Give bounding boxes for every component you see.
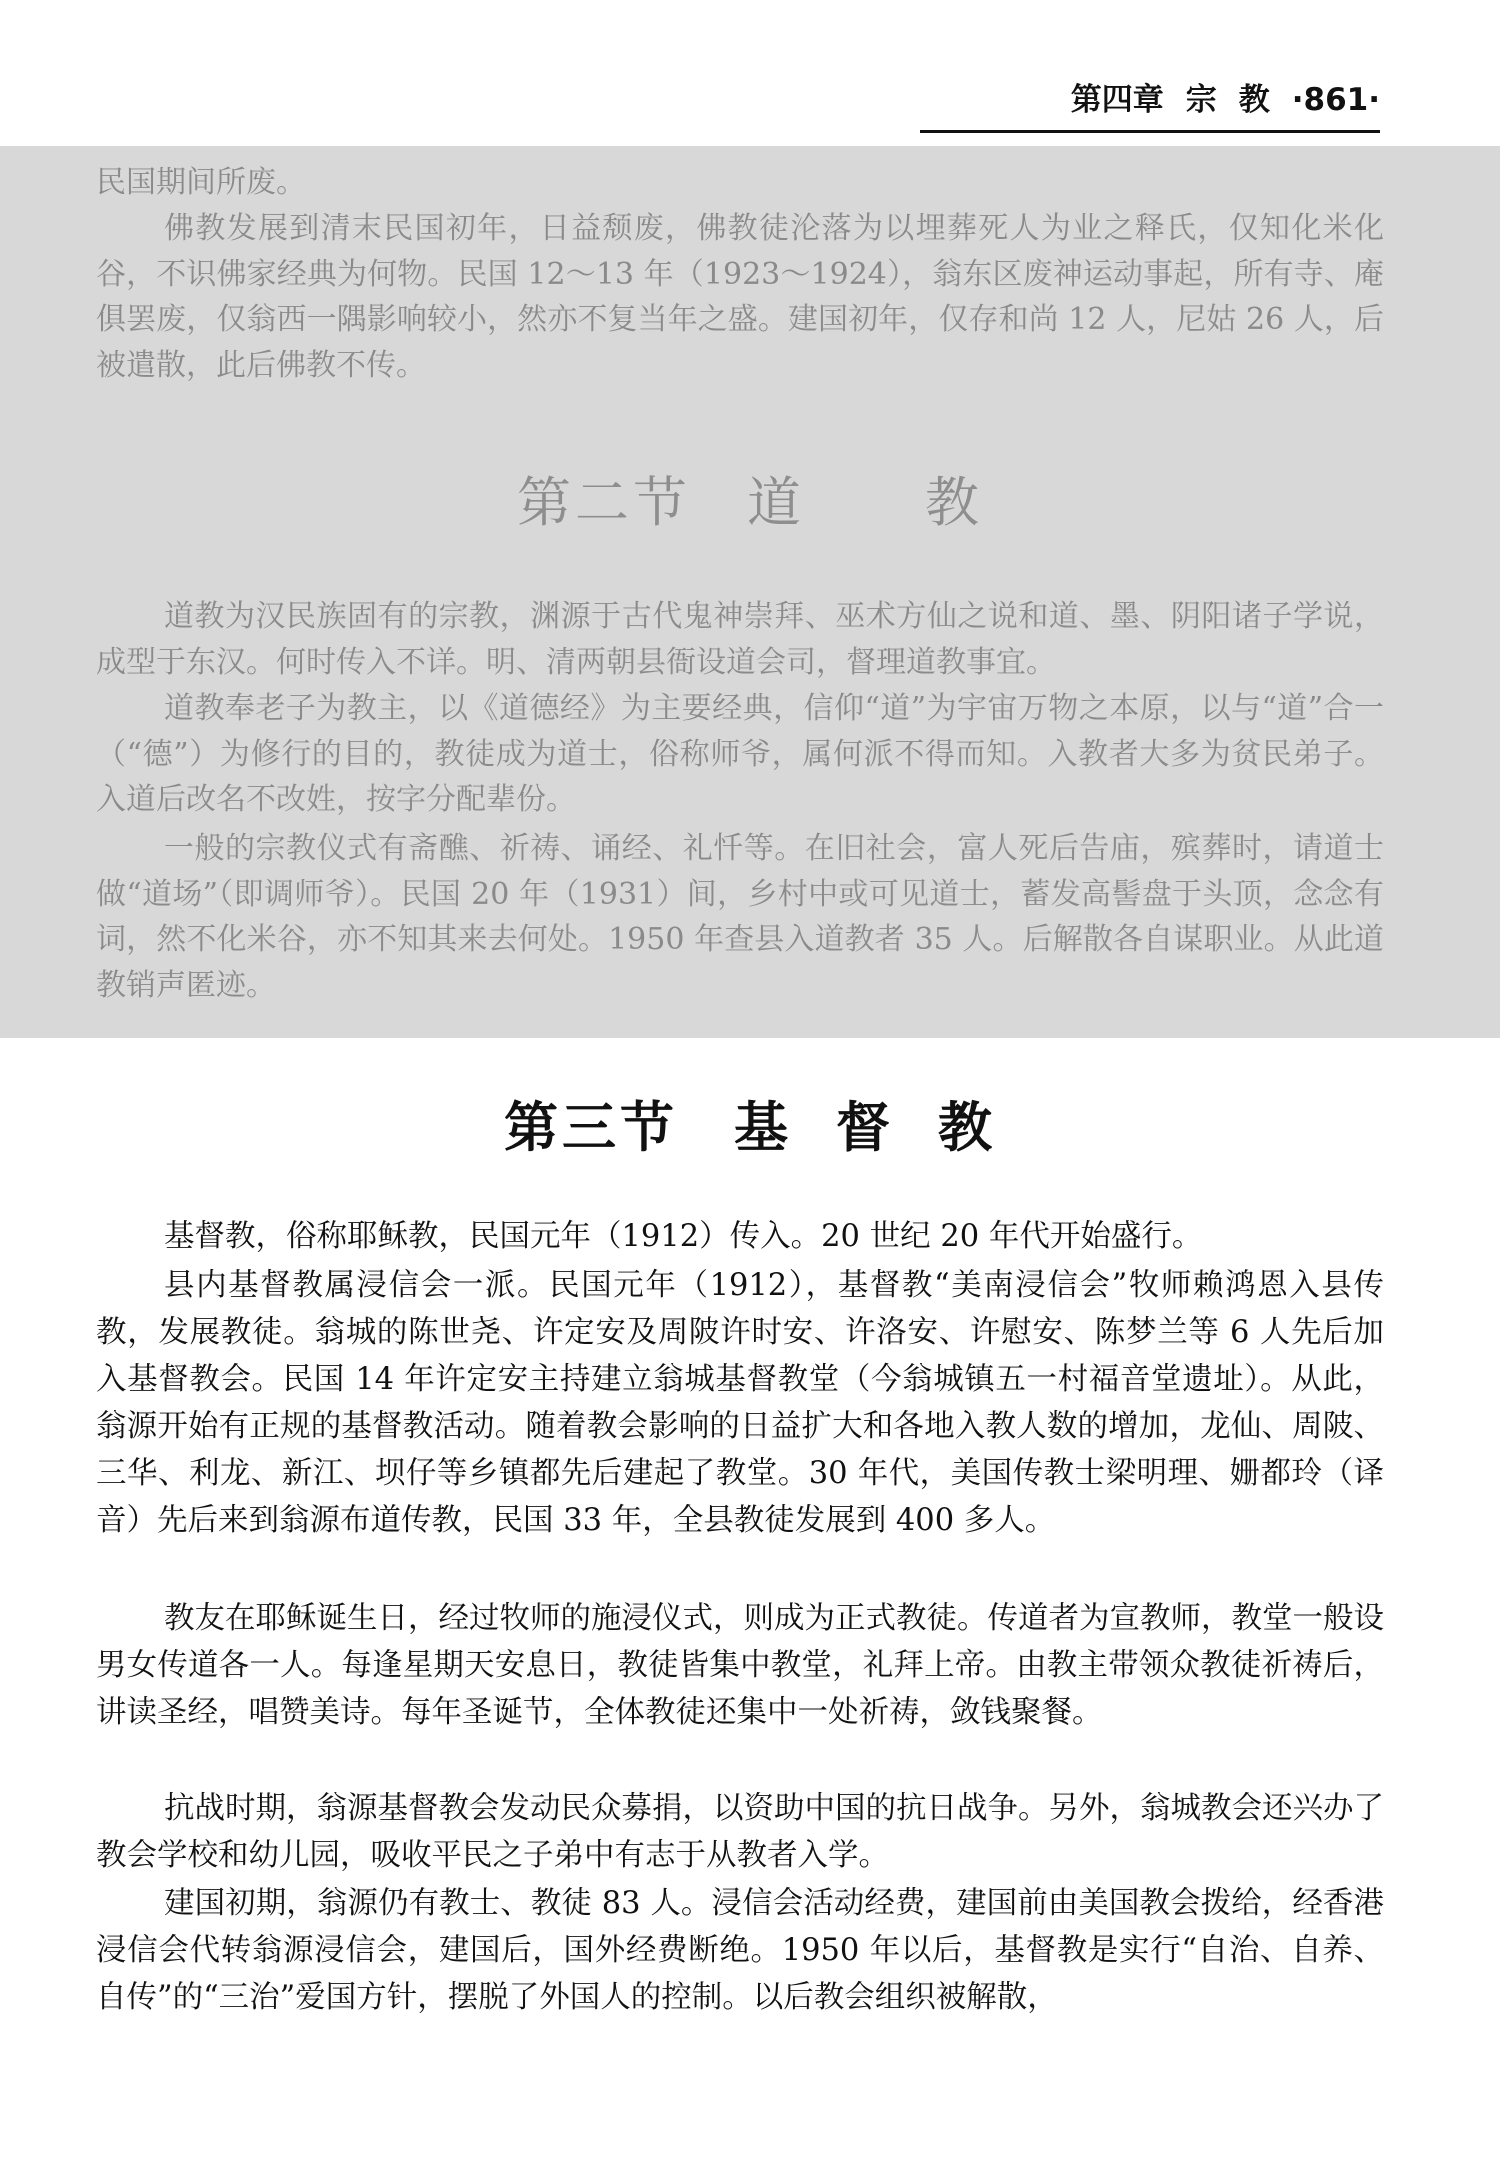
faded-region — [0, 146, 1500, 1038]
faded-paragraph-3: 道教奉老子为教主，以《道德经》为主要经典，信仰“道”为宇宙万物之本原，以与“道”合一（“德”）为修行的目的，教徒成为道士，俗称师爷，属何派不得而知。入教者大多为贫民弟子。入道后改名不改姓，按字分配辈份。 — [96, 691, 1384, 818]
section-label-2: 教 — [1238, 82, 1270, 118]
body-paragraph-3: 教友在耶稣诞生日，经过牧师的施浸仪式，则成为正式教徒。传道者为宣教师，教堂一般设男女传道各一人。每逢星期天安息日，教徒皆集中教堂，礼拜上帝。由教主带领众教徒祈祷后，讲读圣经，唱赞美诗。每年圣诞节，全体教徒还集中一处祈祷，敛钱聚餐。 — [96, 1601, 1384, 1730]
faded-paragraph-0: 民国期间所废。 — [96, 165, 306, 200]
body-paragraph-5: 建国初期，翁源仍有教士、教徒 83 人。浸信会活动经费，建国前由美国教会拨给，经香港浸信会代转翁源浸信会，建国后，国外经费断绝。1950 年以后，基督教是实行“自治、自养、自传”的“三治”爱国方针，摆脱了外国人的控制。以后教会组织被解散， — [96, 1886, 1384, 2015]
page-number: ·861· — [1291, 82, 1380, 118]
section-heading-taoism: 第二节 道 教 — [517, 471, 983, 534]
faded-paragraph-1: 佛教发展到清末民国初年，日益颓废，佛教徒沦落为以埋葬死人为业之释氏，仅知化米化谷，不识佛家经典为何物。民国 12～13 年（1923～1924），翁东区废神运动事起，所有寺、庵俱罢废，仅翁西一隅影响较小，然亦不复当年之盛。建国初年，仅存和尚 12 人，尼姑 26 人，后被遣散，此后佛教不传。 — [96, 211, 1384, 383]
faded-paragraph-4: 一般的宗教仪式有斋醮、祈祷、诵经、礼忏等。在旧社会，富人死后告庙，殡葬时，请道士做“道场”（即调师爷）。民国 20 年（1931）间，乡村中或可见道士，蓄发高髻盘于头顶，念念有词，然不化米谷，亦不知其来去何处。1950 年查县入道教者 35 人。后解散各自谋职业。从此道教销声匿迹。 — [96, 831, 1384, 1003]
chapter-label: 第四章 — [1070, 82, 1164, 118]
faded-paragraph-2: 道教为汉民族固有的宗教，渊源于古代鬼神崇拜、巫术方仙之说和道、墨、阴阳诸子学说，成型于东汉。何时传入不详。明、清两朝县衙设道会司，督理道教事宜。 — [96, 599, 1384, 680]
section-heading-christianity: 第三节 基 督 教 — [504, 1095, 996, 1159]
body-paragraph-2: 县内基督教属浸信会一派。民国元年（1912），基督教“美南浸信会”牧师赖鸿恩入县传教，发展教徒。翁城的陈世尧、许定安及周陂许时安、许洛安、许慰安、陈梦兰等 6 人先后加入基督教会。民国 14 年许定安主持建立翁城基督教堂（今翁城镇五一村福音堂遗址）。从此，翁源开始有正规的基督教活动。随着教会影响的日益扩大和各地入教人数的增加，龙仙、周陂、三华、利龙、新江、坝仔等乡镇都先后建起了教堂。30 年代，美国传教士梁明理、姗都玲（译音）先后来到翁源布道传教，民国 33 年，全县教徒发展到 400 多人。 — [96, 1268, 1384, 1538]
body-paragraph-1: 基督教，俗称耶稣教，民国元年（1912）传入。20 世纪 20 年代开始盛行。 — [164, 1219, 1203, 1254]
section-label: 宗 — [1185, 82, 1217, 118]
body-paragraph-4: 抗战时期，翁源基督教会发动民众募捐，以资助中国的抗日战争。另外，翁城教会还兴办了教会学校和幼儿园，吸收平民之子弟中有志于从教者入学。 — [96, 1791, 1384, 1873]
running-header — [920, 80, 1380, 133]
